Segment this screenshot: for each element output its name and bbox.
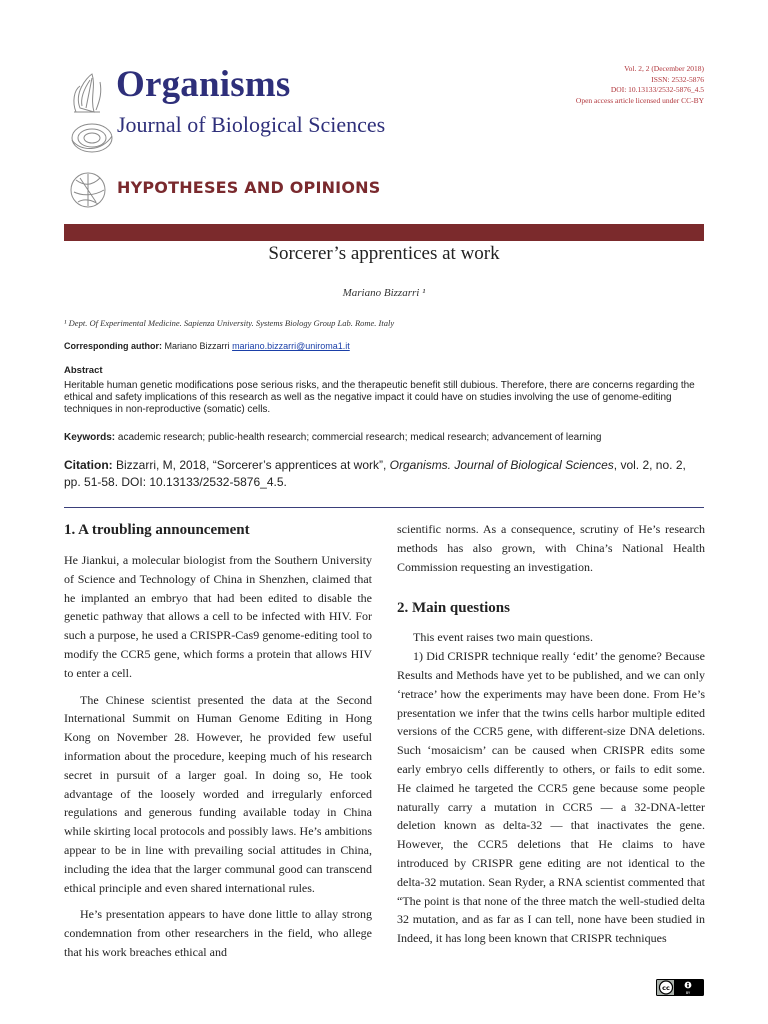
svg-text:BY: BY <box>685 991 691 995</box>
journal-subtitle: Journal of Biological Sciences <box>117 112 386 137</box>
svg-text:cc: cc <box>662 984 670 992</box>
section-2-heading: 2. Main questions <box>397 600 510 617</box>
citation-divider <box>64 507 704 508</box>
section-1-paragraph-3: He’s presentation appears to have done little to allay strong condemnation from other researchers in the field, who allege that his work breaches ethical and <box>64 907 372 959</box>
journal-name: Organisms <box>116 64 291 105</box>
issn-info: ISSN: 2532-5876 <box>651 74 704 84</box>
keywords-label: Keywords: <box>64 432 116 443</box>
corresponding-label: Corresponding author: <box>64 341 162 351</box>
abstract-heading: Abstract <box>64 365 103 376</box>
corresponding-author <box>64 341 350 351</box>
header-divider-bar <box>64 224 704 241</box>
citation-text: Bizzarri, M, 2018, “Sorcerer’s apprentices at work”, <box>116 458 387 472</box>
journal-logo-illustration <box>66 68 114 218</box>
section-1-continuation: scientific norms. As a consequence, scrutiny of He’s research methods has also grown, with China’s National Health Commission requesting an investigation. <box>397 522 705 574</box>
citation-details: , vol. 2, no. 2, pp. 51-58. DOI: 10.13133/2532-5876_4.5. <box>64 458 686 489</box>
corresponding-name: Mariano Bizzarri <box>164 341 230 351</box>
citation <box>64 457 704 491</box>
corresponding-email-link[interactable]: mariano.bizzarri@uniroma1.it <box>232 341 350 351</box>
citation-label: Citation: <box>64 458 113 472</box>
section-1-heading: 1. A troubling announcement <box>64 522 250 538</box>
keywords <box>64 432 704 443</box>
section-1-paragraph-2: The Chinese scientist presented the data at the Second International Summit on Human Genome Editing in Hong Kong on November 28. However, he provided few useful information about the procedure, keeping much of his research secret in pursuit of a larger goal. In doing so, He took advantage of the loosely worded and irregularly enforced regulations and generous funding available today in China while skirting local protocols and possibly laws. He’s ambitions appear to be in line with prevailing social attitudes in China, including the idea that the larger communal good can transcend ethical principle and even shared international rules. <box>64 692 372 895</box>
section-2-paragraph-1: This event raises two main questions. <box>413 630 593 645</box>
right-column <box>397 520 705 948</box>
section-2-paragraph-2: 1) Did CRISPR technique really ‘edit’ the genome? Because Results and Methods have yet to be published, and we can only ‘retrace’ how the experiments may have been done. From He’s presentation we infer that the twins cells harbor multiple edited versions of the CCR5 gene, with different-size DNA deletions. Such ‘mosaicism’ can be caused when CRISPR edits some early embryo cells differently to others, or fails to edit some. He claimed he targeted the CCR5 gene because some people naturally carry a mutation in CCR5 — a 32-DNA-letter deletion known as delta-32 — that inactivates the gene. However, the CCR5 deletions that He claims to have introduced by CRISPR gene editing are not identical to the delta-32 mutation. Sean Ryder, a RNA scientist commented that “The point is that none of the three match the well-studied delta 32 mutation, and as far as I can tell, none have been studied in Indeed, it has long been known that CRISPR techniques <box>397 649 705 946</box>
article-title: Sorcerer’s apprentices at work <box>268 243 500 264</box>
doi-info[interactable]: DOI: 10.13133/2532-5876_4.5 <box>610 85 704 95</box>
volume-info: Vol. 2, 2 (December 2018) <box>624 64 704 73</box>
license-info[interactable]: Open access article licensed under CC-BY <box>575 95 704 105</box>
citation-journal: Organisms. Journal of Biological Sciences <box>389 458 614 472</box>
section-1-paragraph-1: He Jiankui, a molecular biologist from the Southern University of Science and Technology of China in Shenzhen, claimed that he implanted an embryo that had been edited to disable the genetic pathway that allows a cell to be infected with HIV. For such a purpose, he used a CRISPR-Cas9 genome-editing tool to modify the CCR5 gene, which forms a protein that allows HIV to enter a cell. <box>64 553 372 680</box>
abstract-text: Heritable human genetic modifications pose serious risks, and the therapeutic benefit still dubious. Therefore, there are concerns regarding the ethical and safety implications of this research as well as the negative impact it could have on studies involving the use of genome-editing techniques in non-reproductive (somatic) cells. <box>64 380 695 415</box>
publication-meta <box>576 64 704 106</box>
keywords-list: academic research; public-health research; commercial research; medical research; advancement of learning <box>117 432 602 443</box>
section-label: HYPOTHESES AND OPINIONS <box>117 178 381 197</box>
article-author: Mariano Bizzarri ¹ <box>342 287 426 299</box>
cc-by-license-icon[interactable] <box>656 979 704 996</box>
author-affiliation: ¹ Dept. Of Experimental Medicine. Sapienza University. Systems Biology Group Lab. Rome. Italy <box>64 318 395 328</box>
left-column <box>64 520 372 962</box>
